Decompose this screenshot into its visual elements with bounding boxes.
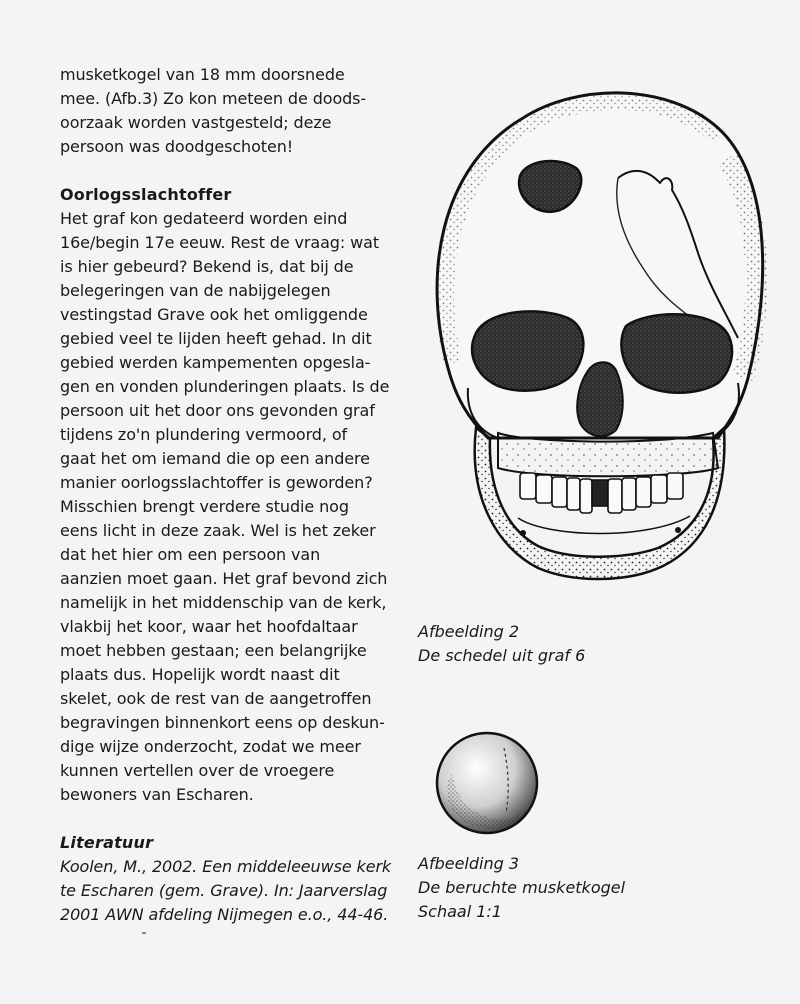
figure-scale: Schaal 1:1 [418,902,502,921]
text-line: moet hebben gestaan; een belangrijke [60,641,367,660]
literature-reference [60,855,400,927]
text-line: aanzien moet gaan. Het graf bevond zich [60,569,388,588]
text-line: kunnen vertellen over de vroegere [60,761,335,780]
text-line: tijdens zo'n plundering vermoord, of [60,425,348,444]
text-line: is hier gebeurd? Bekend is, dat bij de [60,257,354,276]
literature-heading: Literatuur [60,833,154,852]
text-line: Het graf kon gedateerd worden eind [60,209,348,228]
text-line: dige wijze onderzocht, zodat we meer [60,737,361,756]
intro-paragraph [60,63,400,159]
text-line: oorzaak worden vastgesteld; deze [60,113,332,132]
text-line: 16e/begin 17e eeuw. Rest de vraag: wat [60,233,380,252]
text-line: persoon was doodgeschoten! [60,137,294,156]
text-line: belegeringen van de nabijgelegen [60,281,331,300]
text-line: dat het hier om een persoon van [60,545,321,564]
figure-label: Afbeelding 3 [418,854,520,873]
reference-line: 2001 AWN afdeling Nijmegen e.o., 44-46. [60,905,389,924]
text-line: gaat het om iemand die op een andere [60,449,370,468]
text-line: mee. (Afb.3) Zo kon meteen de doods- [60,89,367,108]
text-line: begravingen binnenkort eens op deskun- [60,713,385,732]
body-paragraph [60,207,400,807]
text-line: manier oorlogsslachtoffer is geworden? [60,473,373,492]
text-line: gebied werden kampementen opgesla- [60,353,371,372]
text-line: plaats dus. Hopelijk wordt naast dit [60,665,340,684]
text-line: Misschien brengt verdere studie nog [60,497,349,516]
figure-description: De beruchte musketkogel [418,878,626,897]
figure-label: Afbeelding 2 [418,622,520,641]
article-text-column [60,63,400,927]
text-line: skelet, ook de rest van de aangetroffen [60,689,372,708]
text-line: vestingstad Grave ook het omliggende [60,305,368,324]
print-speck [142,932,146,934]
skull-illustration [428,78,768,608]
text-line: gen en vonden plunderingen plaats. Is de [60,377,390,396]
text-line: persoon uit het door ons gevonden graf [60,401,375,420]
text-line: musketkogel van 18 mm doorsnede [60,65,345,84]
figure-3-caption [418,852,758,924]
text-line: namelijk in het middenschip van de kerk, [60,593,387,612]
text-line: gebied veel te lijden heeft gehad. In dit [60,329,372,348]
reference-line: te Escharen (gem. Grave). In: Jaarverslag [60,881,388,900]
figure-description: De schedel uit graf 6 [418,646,586,665]
section-heading: Oorlogsslachtoffer [60,185,232,204]
teeth-row [520,473,683,513]
text-line: bewoners van Escharen. [60,785,254,804]
text-line: vlakbij het koor, waar het hoofdaltaar [60,617,358,636]
figure-2-caption [418,620,758,668]
left-eye-socket [472,311,583,390]
text-line: eens licht in deze zaak. Wel is het zeker [60,521,376,540]
right-eye-socket [621,314,732,393]
musket-ball-illustration [432,728,542,838]
reference-line: Koolen, M., 2002. Een middeleeuwse kerk [60,857,392,876]
